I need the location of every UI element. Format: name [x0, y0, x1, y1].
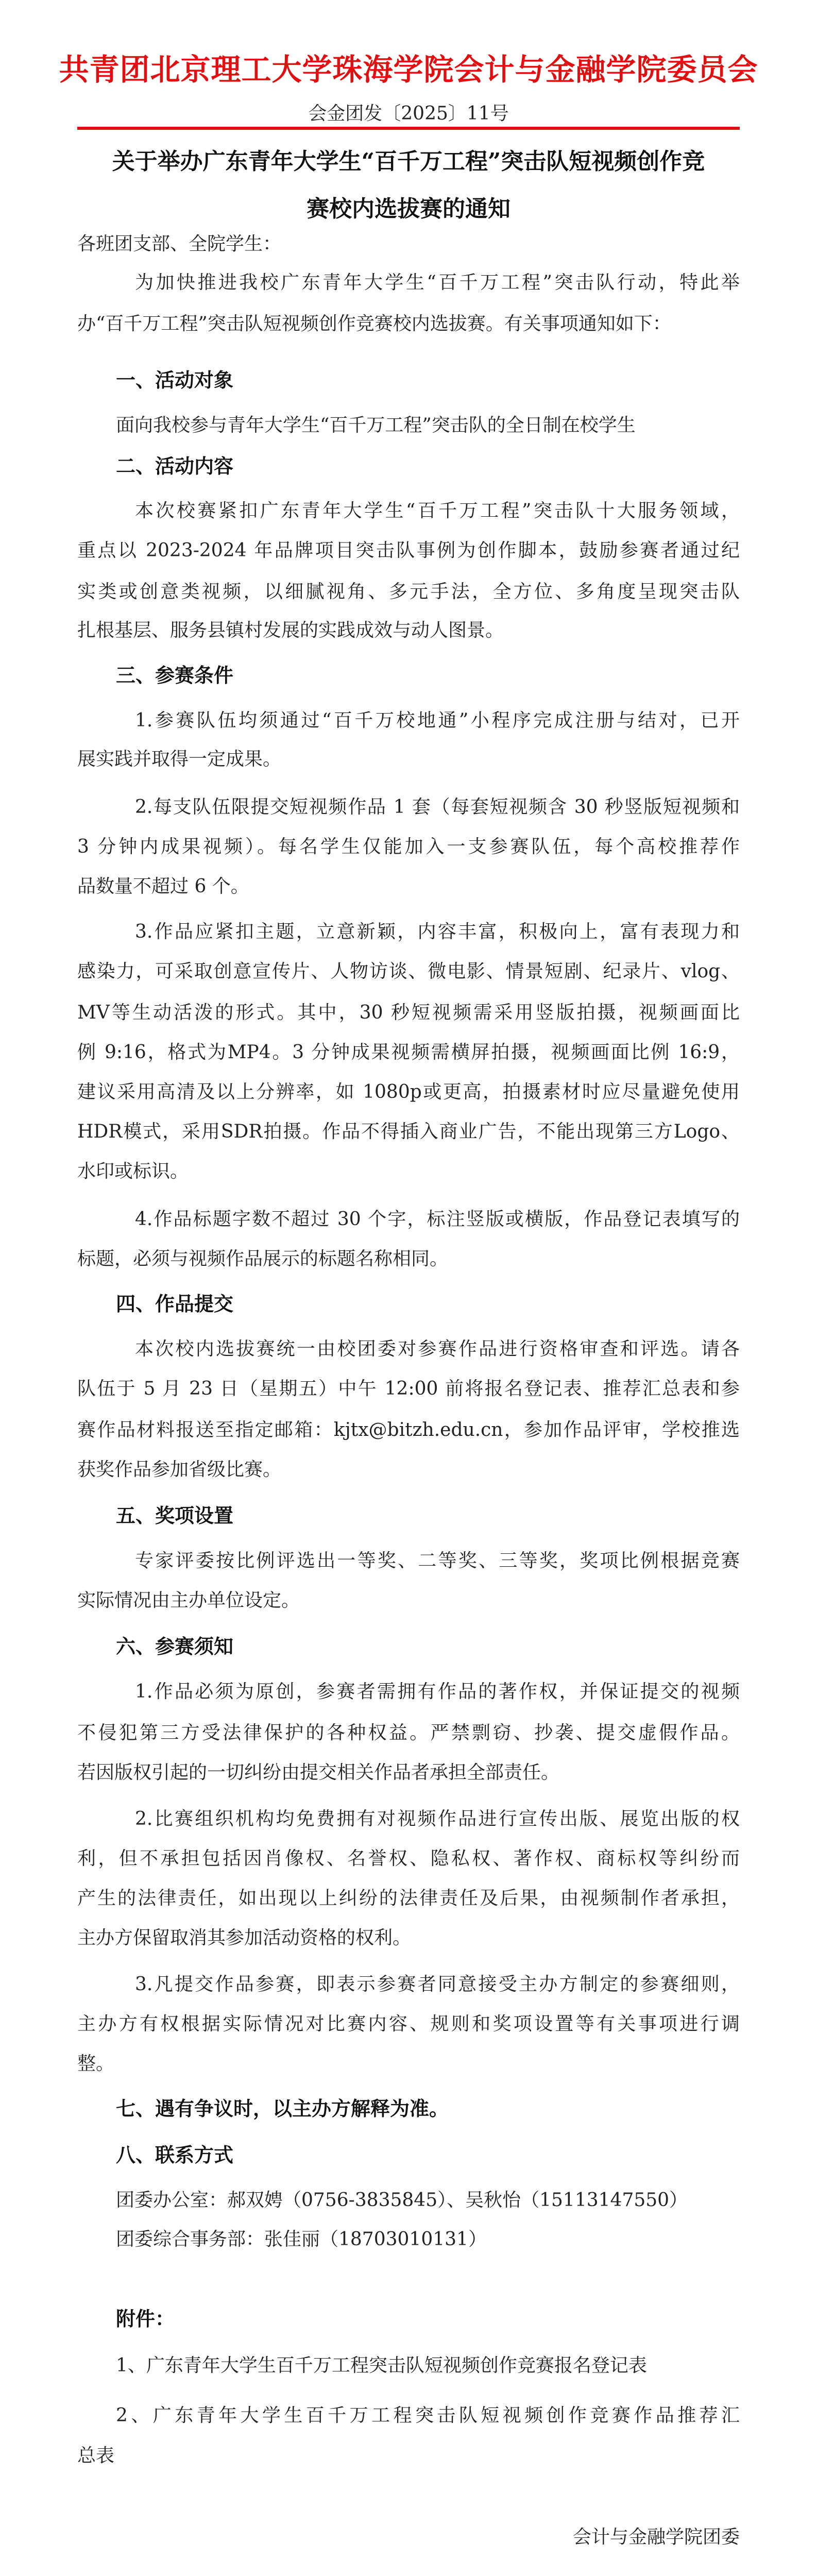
awards-text-line: 实际情况由主办单位设定。 [77, 1590, 300, 1611]
submission-text-line: 队伍于 5 月 23 日（星期五）中午 12:00 前将报名登记表、推荐汇总表和参 [77, 1378, 740, 1399]
condition-text-line: 3 分钟内成果视频）。每名学生仅能加入一支参赛队伍，每个高校推荐作 [77, 836, 740, 857]
rules-text-line: 3.凡提交作品参赛，即表示参赛者同意接受主办方制定的参赛细则， [135, 1974, 740, 1995]
section-heading-disputes: 七、遇有争议时，以主办方解释为准。 [116, 2097, 449, 2120]
section-text-line: 本次校赛紧扣广东青年大学生“百千万工程”突击队十大服务领域， [135, 500, 740, 521]
section-heading-submission: 四、作品提交 [116, 1292, 234, 1315]
section-heading-contacts: 八、联系方式 [116, 2143, 234, 2166]
submission-text-line: 本次校内选拔赛统一由校团委对参赛作品进行资格审查和评选。请各 [135, 1338, 740, 1360]
section-text-line: 扎根基层、服务县镇村发展的实践成效与动人图景。 [77, 620, 504, 641]
attachment-item-continued: 总表 [77, 2445, 115, 2466]
condition-text-line: 标题，必须与视频作品展示的标题名称相同。 [77, 1248, 449, 1269]
contact-line: 团委办公室：郝双娉（0756-3835845）、吴秋怡（15113147550） [116, 2190, 688, 2211]
section-text-line: 面向我校参与青年大学生“百千万工程”突击队的全日制在校学生 [116, 415, 636, 436]
rules-text-line: 主办方有权根据实际情况对比赛内容、规则和奖项设置等有关事项进行调 [77, 2013, 740, 2035]
condition-text-line: 4.作品标题字数不超过 30 个字，标注竖版或横版，作品登记表填写的 [135, 1209, 740, 1230]
condition-text-line: HDR模式，采用SDR拍摄。作品不得插入商业广告，不能出现第三方Logo、 [77, 1121, 740, 1142]
contact-line: 团委综合事务部：张佳丽（18703010131） [116, 2229, 487, 2250]
notice-title-line-2: 赛校内选拔赛的通知 [307, 196, 510, 222]
condition-text-line: 水印或标识。 [77, 1161, 189, 1182]
section-text-line: 实类或创意类视频，以细腻视角、多元手法，全方位、多角度呈现突击队 [77, 581, 740, 602]
intro-line: 办“百千万工程”突击队短视频创作竞赛校内选拔赛。有关事项通知如下： [77, 313, 671, 334]
condition-text-line: 3.作品应紧扣主题，立意新颖，内容丰富，积极向上，富有表现力和 [135, 921, 740, 942]
issuing-organization-title: 共青团北京理工大学珠海学院会计与金融学院委员会 [59, 52, 758, 87]
attachments-heading: 附件： [116, 2307, 175, 2330]
notice-title-line-1: 关于举办广东青年大学生“百千万工程”突击队短视频创作竞 [112, 148, 705, 175]
section-text-line: 重点以 2023-2024 年品牌项目突击队事例为创作脚本，鼓励参赛者通过纪 [77, 540, 740, 561]
rules-text-line: 1.作品必须为原创，参赛者需拥有作品的著作权，并保证提交的视频 [135, 1681, 740, 1702]
notice-title [77, 138, 740, 233]
rules-text-line: 不侵犯第三方受法律保护的各种权益。严禁剽窃、抄袭、提交虚假作品。 [77, 1722, 740, 1743]
condition-text-line: 2.每支队伍限提交短视频作品 1 套（每套短视频含 30 秒竖版短视频和 [135, 796, 740, 818]
condition-text-line: 感染力，可采取创意宣传片、人物访谈、微电影、情景短剧、纪录片、vlog、 [77, 961, 740, 982]
attachment-item: 2、广东青年大学生百千万工程突击队短视频创作竞赛作品推荐汇 [116, 2405, 740, 2426]
intro-line: 为加快推进我校广东青年大学生“百千万工程”突击队行动，特此举 [135, 272, 740, 293]
document-number: 会金团发〔2025〕11号 [308, 103, 509, 124]
awards-text-line: 专家评委按比例评选出一等奖、二等奖、三等奖，奖项比例根据竞赛 [135, 1550, 740, 1571]
rules-text-line: 主办方保留取消其参加活动资格的权利。 [77, 1927, 412, 1948]
condition-text-line: 1.参赛队伍均须通过“百千万校地通”小程序完成注册与结对，已开 [135, 710, 740, 731]
submission-text-line: 获奖作品参加省级比赛。 [77, 1459, 282, 1480]
section-heading-targets: 一、活动对象 [116, 368, 234, 392]
rules-text-line: 整。 [77, 2053, 115, 2074]
rules-text-line: 若因版权引起的一切纠纷由提交相关作品者承担全部责任。 [77, 1762, 560, 1783]
salutation: 各班团支部、全院学生： [77, 233, 282, 255]
rules-text-line: 利，但不承担包括因肖像权、名誉权、隐私权、著作权、商标权等纠纷而 [77, 1848, 740, 1869]
rules-text-line: 产生的法律责任，如出现以上纠纷的法律责任及后果，由视频制作者承担， [77, 1888, 740, 1909]
attachment-item: 1、广东青年大学生百千万工程突击队短视频创作竞赛报名登记表 [116, 2355, 647, 2376]
condition-text-line: 品数量不超过 6 个。 [77, 876, 249, 897]
rules-text-line: 2.比赛组织机构均免费拥有对视频作品进行宣传出版、展览出版的权 [135, 1808, 740, 1829]
signature-date [572, 2574, 740, 2576]
condition-text-line: 例 9:16，格式为MP4。3 分钟成果视频需横屏拍摄，视频画面比例 16:9， [77, 1042, 740, 1063]
signature-organization: 会计与金融学院团委 [572, 2527, 740, 2548]
section-heading-content: 二、活动内容 [116, 454, 234, 478]
condition-text-line: MV等生动活泼的形式。其中，30 秒短视频需采用竖版拍摄，视频画面比 [77, 1002, 740, 1023]
section-heading-awards: 五、奖项设置 [116, 1504, 234, 1527]
red-divider-line [77, 127, 740, 130]
condition-text-line: 展实践并取得一定成果。 [77, 749, 282, 770]
section-heading-rules: 六、参赛须知 [116, 1635, 234, 1658]
section-heading-conditions: 三、参赛条件 [116, 664, 234, 687]
condition-text-line: 建议采用高清及以上分辨率，如 1080p或更高，拍摄素材时应尽量避免使用 [77, 1081, 740, 1103]
submission-text-line: 赛作品材料报送至指定邮箱：kjtx@bitzh.edu.cn，参加作品评审，学校推选 [77, 1419, 740, 1440]
